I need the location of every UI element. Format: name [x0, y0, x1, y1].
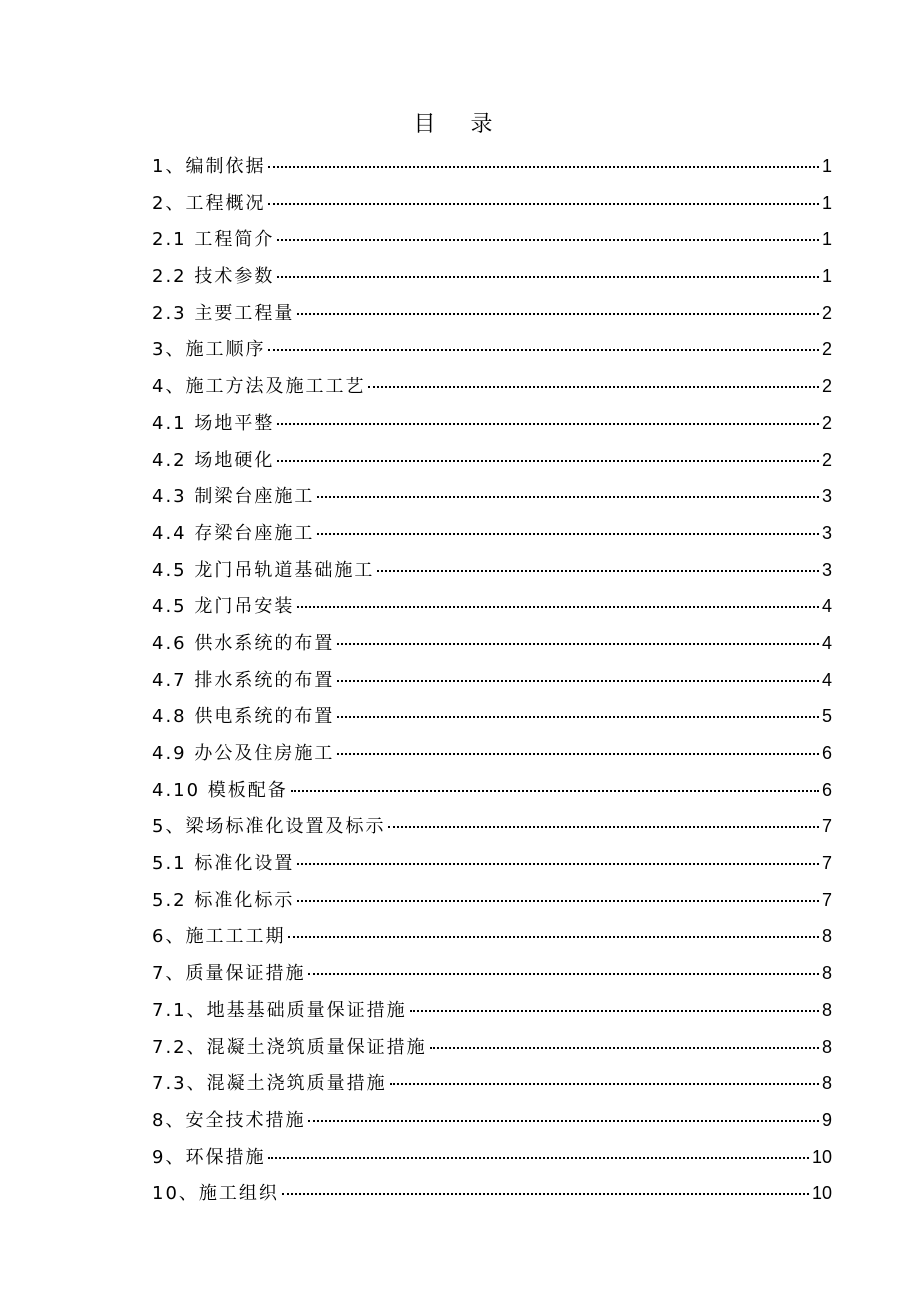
- toc-dot-leader: [390, 1083, 819, 1085]
- toc-dot-leader: [268, 203, 819, 205]
- toc-entry-label: 2.2 技术参数: [152, 266, 275, 288]
- toc-list: [152, 148, 832, 1212]
- toc-title: 目 录: [413, 112, 507, 137]
- toc-entry-page-number: 3: [821, 486, 832, 507]
- toc-entry-label: 4.10 模板配备: [152, 779, 288, 801]
- toc-entry-page-number: 1: [821, 156, 832, 176]
- toc-entry[interactable]: [152, 221, 832, 258]
- toc-entry[interactable]: [152, 1065, 832, 1102]
- toc-entry-page-number: 7: [821, 889, 832, 910]
- toc-entry-label: 4.7 排水系统的布置: [152, 669, 335, 691]
- toc-entry-label: 4.5 龙门吊轨道基础施工: [152, 559, 375, 581]
- toc-dot-leader: [337, 680, 819, 682]
- toc-entry[interactable]: [152, 698, 832, 735]
- toc-entry-page-number: 8: [821, 1036, 832, 1057]
- toc-entry[interactable]: [152, 772, 832, 809]
- toc-dot-leader: [337, 716, 819, 718]
- toc-entry[interactable]: [152, 405, 832, 442]
- toc-entry-label: 4.9 办公及住房施工: [152, 743, 335, 764]
- toc-entry-label: 10、施工组织: [152, 1183, 279, 1205]
- toc-entry-label: 4、施工方法及施工工艺: [152, 376, 366, 398]
- toc-entry-label: 2.3 主要工程量: [152, 302, 295, 324]
- toc-entry-label: 3、施工顺序: [152, 339, 266, 361]
- toc-entry-page-number: 4: [821, 596, 832, 617]
- toc-entry-label: 4.4 存梁台座施工: [152, 522, 315, 544]
- toc-entry[interactable]: [152, 515, 832, 552]
- toc-entry-label: 7.1、地基基础质量保证措施: [152, 999, 407, 1021]
- toc-entry-page-number: 9: [821, 1109, 832, 1130]
- toc-entry-label: 1、编制依据: [152, 156, 266, 177]
- toc-dot-leader: [368, 386, 819, 388]
- toc-entry-page-number: 2: [821, 412, 832, 433]
- toc-entry-page-number: 7: [821, 816, 832, 837]
- toc-dot-leader: [297, 313, 819, 315]
- toc-entry-label: 2、工程概况: [152, 192, 266, 214]
- toc-entry-page-number: 8: [821, 999, 832, 1020]
- toc-entry[interactable]: [152, 185, 832, 222]
- toc-dot-leader: [291, 790, 819, 792]
- toc-dot-leader: [297, 863, 819, 865]
- toc-dot-leader: [297, 606, 819, 608]
- toc-entry-page-number: 2: [821, 376, 832, 397]
- toc-dot-leader: [317, 533, 819, 535]
- toc-dot-leader: [308, 1120, 819, 1122]
- toc-entry-label: 8、安全技术措施: [152, 1109, 306, 1131]
- toc-dot-leader: [268, 349, 819, 351]
- toc-dot-leader: [282, 1193, 809, 1195]
- toc-entry-page-number: 4: [821, 632, 832, 653]
- toc-entry[interactable]: [152, 331, 832, 368]
- toc-dot-leader: [410, 1010, 819, 1012]
- toc-entry-label: 5.2 标准化标示: [152, 889, 295, 911]
- toc-entry-label: 7.3、混凝土浇筑质量措施: [152, 1073, 387, 1095]
- toc-dot-leader: [337, 753, 819, 755]
- toc-entry[interactable]: [152, 442, 832, 479]
- toc-entry-label: 5.1 标准化设置: [152, 853, 295, 875]
- toc-dot-leader: [288, 936, 819, 938]
- toc-entry[interactable]: [152, 662, 832, 699]
- toc-dot-leader: [337, 643, 819, 645]
- toc-entry[interactable]: [152, 148, 832, 185]
- toc-entry-page-number: 6: [821, 779, 832, 800]
- toc-entry-page-number: 1: [821, 266, 832, 287]
- toc-entry-label: 7、质量保证措施: [152, 963, 306, 985]
- toc-entry-label: 7.2、混凝土浇筑质量保证措施: [152, 1036, 427, 1058]
- toc-dot-leader: [268, 1157, 809, 1159]
- toc-dot-leader: [430, 1047, 819, 1049]
- toc-dot-leader: [277, 276, 819, 278]
- toc-entry[interactable]: [152, 625, 832, 662]
- toc-entry-page-number: 3: [821, 559, 832, 580]
- toc-entry[interactable]: [152, 1175, 832, 1212]
- toc-entry[interactable]: [152, 258, 832, 295]
- toc-entry[interactable]: [152, 1102, 832, 1139]
- toc-entry-page-number: 5: [821, 706, 832, 727]
- toc-dot-leader: [277, 460, 819, 462]
- toc-dot-leader: [388, 826, 819, 828]
- toc-entry-label: 4.1 场地平整: [152, 412, 275, 434]
- toc-entry-page-number: 4: [821, 669, 832, 690]
- toc-dot-leader: [268, 166, 819, 168]
- toc-entry-label: 4.6 供水系统的布置: [152, 632, 335, 654]
- toc-entry-label: 4.5 龙门吊安装: [152, 596, 295, 618]
- toc-entry-label: 6、施工工工期: [152, 926, 286, 948]
- toc-entry-page-number: 2: [821, 302, 832, 323]
- toc-entry-page-number: 3: [821, 522, 832, 543]
- toc-entry-label: 2.1 工程简介: [152, 229, 275, 251]
- toc-entry-page-number: 1: [821, 192, 832, 213]
- toc-entry-page-number: 2: [821, 449, 832, 470]
- toc-entry-label: 5、梁场标准化设置及标示: [152, 816, 386, 838]
- toc-entry[interactable]: [152, 845, 832, 882]
- toc-dot-leader: [297, 900, 819, 902]
- toc-entry[interactable]: [152, 992, 832, 1029]
- toc-entry[interactable]: [152, 735, 832, 772]
- toc-entry-page-number: 8: [821, 1073, 832, 1094]
- toc-entry-page-number: 8: [821, 926, 832, 947]
- toc-entry[interactable]: [152, 478, 832, 515]
- toc-entry[interactable]: [152, 1139, 832, 1176]
- toc-entry[interactable]: [152, 588, 832, 625]
- toc-entry[interactable]: [152, 882, 832, 919]
- toc-entry-label: 4.8 供电系统的布置: [152, 706, 335, 728]
- toc-entry[interactable]: [152, 552, 832, 589]
- toc-entry-label: 9、环保措施: [152, 1146, 266, 1168]
- toc-dot-leader: [277, 423, 819, 425]
- toc-entry[interactable]: [152, 295, 832, 332]
- toc-entry-page-number: 6: [821, 743, 832, 763]
- toc-dot-leader: [377, 570, 819, 572]
- toc-dot-leader: [317, 496, 819, 498]
- toc-entry[interactable]: [152, 808, 832, 845]
- toc-dot-leader: [308, 973, 819, 975]
- toc-entry-page-number: 10: [811, 1146, 832, 1167]
- toc-entry-label: 4.2 场地硬化: [152, 449, 275, 471]
- toc-entry-label: 4.3 制梁台座施工: [152, 486, 315, 508]
- toc-entry-page-number: 10: [811, 1183, 832, 1204]
- toc-dot-leader: [277, 239, 819, 241]
- toc-entry[interactable]: [152, 368, 832, 405]
- toc-entry-page-number: 7: [821, 853, 832, 874]
- toc-entry-page-number: 2: [821, 339, 832, 360]
- toc-entry-page-number: 8: [821, 963, 832, 984]
- toc-entry[interactable]: [152, 955, 832, 992]
- toc-entry[interactable]: [152, 918, 832, 955]
- toc-entry-page-number: 1: [821, 229, 832, 250]
- toc-entry[interactable]: [152, 1029, 832, 1066]
